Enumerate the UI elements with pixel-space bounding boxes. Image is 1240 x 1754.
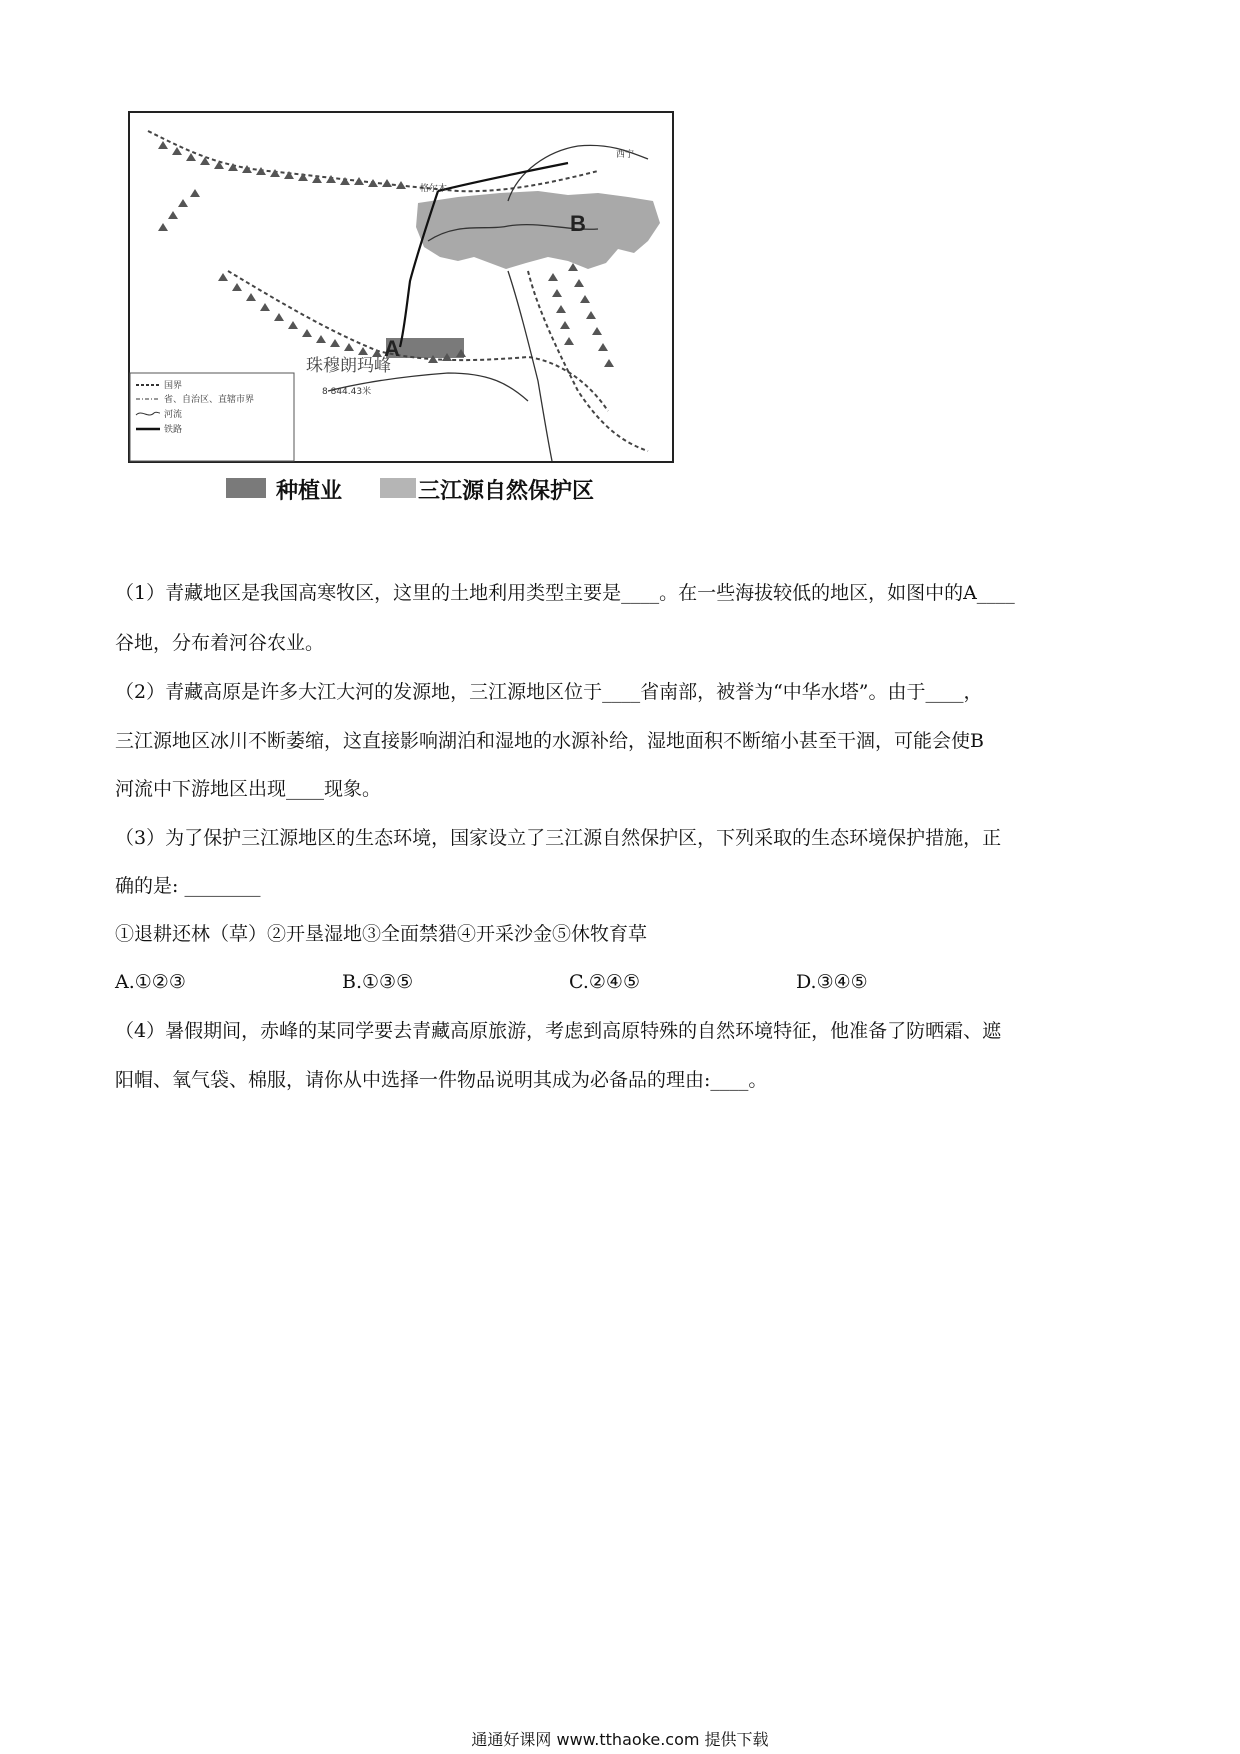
label-a: A	[384, 336, 400, 361]
label-xining: 西宁	[616, 150, 635, 160]
q3-line-2: 确的是: ________	[115, 875, 261, 897]
inner-legend	[130, 373, 294, 461]
option-b[interactable]: B.①③⑤	[342, 971, 414, 993]
q1-line-1: （1）青藏地区是我国高寒牧区，这里的土地利用类型主要是____。在一些海拔较低的地区，如图中的A____	[115, 582, 1015, 604]
q2-line-3: 河流中下游地区出现____现象。	[115, 778, 382, 800]
option-c[interactable]: C.②④⑤	[569, 971, 640, 993]
q2-line-2: 三江源地区冰川不断萎缩，这直接影响湖泊和湿地的水源补给，湿地面积不断缩小甚至干涸，可能会使B	[115, 730, 984, 752]
option-a[interactable]: A.①②③	[115, 971, 186, 993]
label-golmud: 格尔木	[420, 184, 448, 194]
inner-legend-item: 省、自治区、直辖市界	[164, 395, 255, 405]
reserve-swatch	[380, 478, 416, 498]
planting-swatch	[226, 478, 266, 498]
planting-legend-label: 种植业	[276, 479, 343, 504]
q1-line-2: 谷地，分布着河谷农业。	[115, 632, 325, 654]
label-b: B	[570, 211, 586, 236]
map-figure	[128, 111, 674, 463]
inner-legend-item: 铁路	[164, 425, 183, 435]
peak-height: 8 844.43米	[322, 387, 372, 397]
peak-name: 珠穆朗玛峰	[306, 356, 391, 376]
qinghai-tibet-map	[128, 111, 674, 463]
q3-line-1: （3）为了保护三江源地区的生态环境，国家设立了三江源自然保护区，下列采取的生态环境保护措施，正	[115, 827, 1002, 849]
option-d[interactable]: D.③④⑤	[796, 971, 868, 993]
inner-legend-item: 河流	[164, 410, 183, 420]
reserve-legend-label: 三江源自然保护区	[418, 479, 595, 504]
inner-legend-item: 国界	[164, 381, 183, 391]
q3-measures: ①退耕还林（草）②开垦湿地③全面禁猎④开采沙金⑤休牧育草	[115, 923, 648, 945]
q2-line-1: （2）青藏高原是许多大江大河的发源地，三江源地区位于____省南部，被誉为“中华水塔”。由于____，	[115, 681, 983, 703]
footer-text: 通通好课网 www.tthaoke.com 提供下载	[471, 1730, 769, 1749]
q4-line-1: （4）暑假期间，赤峰的某同学要去青藏高原旅游，考虑到高原特殊的自然环境特征，他准备了防晒霜、遮	[115, 1020, 1002, 1042]
q4-line-2: 阳帽、氧气袋、棉服，请你从中选择一件物品说明其成为必备品的理由:____。	[115, 1069, 768, 1091]
